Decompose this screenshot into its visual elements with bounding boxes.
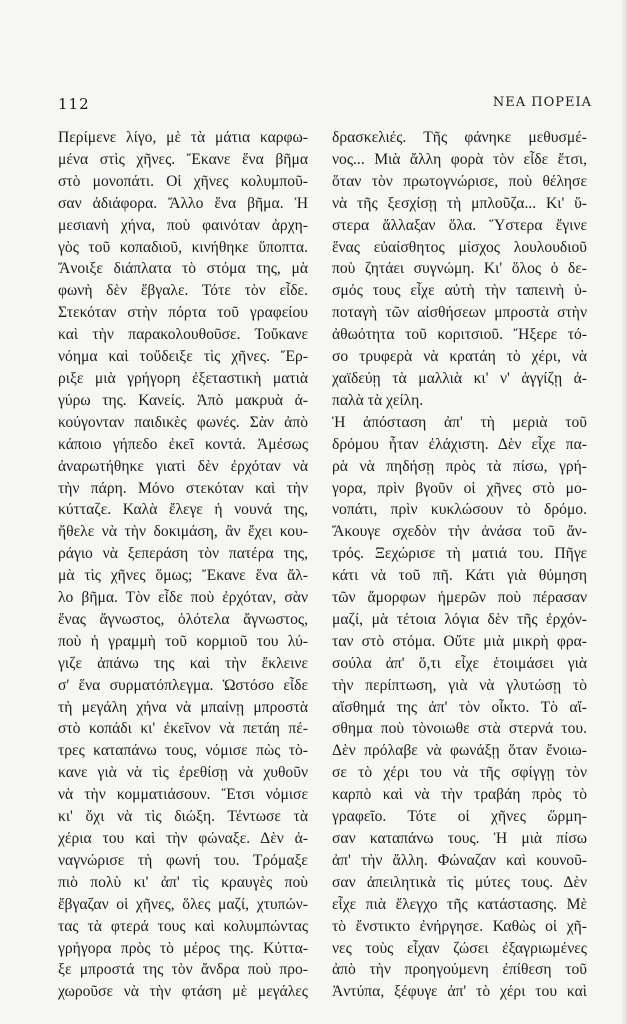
text-line: τὴ μεγάλη χήνα νὰ μπαίνῃ μπροστὰ [58, 698, 308, 716]
text-line: Περίμενε λίγο, μὲ τὰ μάτια καρφω- [58, 129, 308, 146]
page-header [58, 95, 592, 117]
text-line: φωνὴ δὲν ἔβγαλε. Τότε τὸν εἶδε. [58, 282, 308, 300]
text-line: νόημα καὶ τοὔδειξε τὶς χῆνες. Ἔρ- [58, 348, 308, 366]
text-line: εἶχε πιὰ ἔλεγχο τῆς κατάστασης. Μὲ [332, 895, 587, 913]
text-line: κάτι νὰ τοῦ πῆ. Κάτι γιὰ θύμηση [332, 567, 587, 585]
text-line: στερα ἄλλαξαν ὅλα. Ὕστερα ἔγινε [332, 216, 587, 234]
text-line: σαν ἀδιάφορα. Ἄλλο ἕνα βῆμα. Ἡ [58, 194, 308, 212]
text-line: κι' ὄχι νὰ τὶς διώξη. Τέντωσε τὰ [58, 808, 308, 826]
text-line: τρός. Ξεχώρισε τὴ ματιά του. Πῆγε [332, 545, 587, 563]
text-line: νος... Μιὰ ἄλλη φορὰ τὸν εἶδε ἔτσι, [332, 150, 587, 168]
text-line: ράγιο νὰ ξεπεράση τὸν πατέρα της, [58, 545, 308, 563]
text-line: ταν στὸ στόμα. Οὔτε μιὰ μικρὴ φρα- [332, 632, 587, 650]
text-line: τὸ ἔνστικτο ἐνήργησε. Καθὼς οἱ χῆ- [332, 917, 587, 935]
text-line: ἕνας ἄγνωστος, ὁλότελα ἄγνωστος, [58, 610, 308, 628]
right-text-column [332, 127, 587, 1003]
text-line: ναγνώρισε τὴ φωνή του. Τρόμαξε [58, 851, 308, 869]
text-line: ποὺ ζητάει συγνώμη. Κι' ὅλος ὁ δε- [332, 260, 587, 278]
text-line: σο τρυφερὰ νὰ κρατάη τὸ χέρι, νὰ [332, 348, 587, 366]
text-line: σαν ἀπειλητικὰ τὶς μύτες τους. Δὲν [332, 873, 587, 891]
text-line: δρασκελιές. Τῆς φάνηκε μεθυσμέ- [332, 129, 587, 146]
text-line: ἀπ' τὴν ἄλλη. Φώναζαν καὶ κουνοῦ- [332, 851, 587, 869]
text-line: γραφεῖο. Τότε οἱ χῆνες ὥρμη- [332, 808, 587, 826]
text-line: ἔβγαζαν οἱ χῆνες, ὅλες μαζί, χτυπών- [58, 895, 308, 913]
text-line: νὰ τὴν κομματιάσουν. Ἔτσι νόμισε [58, 786, 308, 804]
text-line: νὰ τῆς ξεσχίσῃ τὴ μπλοῦζα... Κι' ὕ- [332, 194, 587, 212]
text-line: γύρω της. Κανείς. Ἀπὸ μακρυὰ ἀ- [58, 391, 308, 409]
text-line: ριξε μιὰ γρήγορη ἐξεταστικὴ ματιὰ [58, 369, 308, 387]
text-line: τὴν πάρη. Μόνο στεκόταν καὶ τὴν [58, 479, 308, 497]
text-line: κύτταζε. Καλὰ ἔλεγε ἡ νουνά της, [58, 501, 308, 519]
text-line: μένα στὶς χῆνες. Ἔκανε ἕνα βῆμα [58, 150, 308, 168]
text-line: γορα, πρὶν βγοῦν οἱ χῆνες στὸ μο- [332, 479, 587, 497]
text-line: στὸ κοπάδι κι' ἐκεῖνον νὰ πετάη πέ- [58, 720, 308, 738]
text-line: ἀναρωτήθηκε γιατὶ δὲν ἐρχόταν νὰ [58, 457, 308, 475]
text-line: Ἄκουγε σχεδὸν τὴν ἀνάσα τοῦ ἄν- [332, 523, 587, 541]
page-edge-shadow [621, 0, 627, 1024]
text-line: τας τὰ φτερά τους καὶ κολυμπώντας [58, 917, 308, 935]
text-line: ποταγὴ τῶν αἰσθήσεων μπροστὰ στὴν [332, 304, 587, 322]
text-line: καρπὸ καὶ νὰ τὴν τραβάη πρὸς τὸ [332, 786, 587, 804]
text-line: τρες καταπάνω τους, νόμισε πὼς τὸ- [58, 742, 308, 760]
text-line: χαϊδεύῃ τὰ μαλλιὰ κι' ν' ἀγγίζῃ ἀ- [332, 369, 587, 387]
text-line: γιζε ἀπάνω της καὶ τὴν ἔκλεινε [58, 654, 308, 672]
text-line: νοπάτι, πρὶν κυκλώσουν τὸ δρόμο. [332, 501, 587, 519]
text-line: μεσιανὴ χήνα, ποὺ φαινόταν ἀρχη- [58, 216, 308, 234]
text-line: πιὸ πολὺ κι' ἀπ' τὶς κραυγὲς ποὺ [58, 873, 308, 891]
text-line: Ἄνοιξε διάπλατα τὸ στόμα της, μὰ [58, 260, 308, 278]
text-line: σαν καταπάνω τους. Ἡ μιὰ πίσω [332, 830, 587, 847]
text-line: ἀπὸ τὴν προηγούμενη ἐπίθεση τοῦ [332, 961, 587, 979]
text-line: καὶ τὴν παρακολουθοῦσε. Τοὔκανε [58, 326, 308, 344]
text-line: σθημα ποὺ τὸνοιωθε στὰ στερνά του. [332, 720, 587, 738]
text-line: κούγονταν παιδικὲς φωνές. Σὰν ἀπὸ [58, 413, 308, 431]
text-line: σμός τους εἶχε αὐτὴ τὴν ταπεινὴ ὑ- [332, 282, 587, 300]
text-line: ὅταν τὸν πρωτογνώρισε, ποὺ θέλησε [332, 172, 587, 190]
text-line: παλὰ τὰ χείλη. [332, 391, 424, 409]
text-line: Δὲν πρόλαβε νὰ φωνάξῃ ὅταν ἔνοιω- [332, 742, 587, 760]
text-line: τῶν ἄμορφων ἡμερῶν ποὺ πέρασαν [332, 589, 587, 607]
text-line: δρόμου ἦταν ἐλάχιστη. Δὲν εἶχε πα- [332, 435, 587, 453]
text-line: ἤθελε νὰ τὴν δοκιμάση, ἂν ἔχει κου- [58, 523, 308, 541]
text-line: γρήγορα πρὸς τὸ μέρος της. Κύττα- [58, 939, 308, 957]
text-line: λο βῆμα. Τὸν εἶδε ποὺ ἐρχόταν, σὰν [58, 589, 308, 607]
text-line: σε τὸ χέρι του νὰ τῆς σφίγγῃ τὸν [332, 764, 587, 782]
text-line: τὴν περίπτωση, γιὰ νὰ γλυτώσῃ τὸ [332, 676, 587, 694]
text-line: κανε γιὰ νὰ τὶς ἐρεθίσῃ νὰ χυθοῦν [58, 764, 308, 782]
text-line: Ἡ ἀπόσταση ἀπ' τὴ μεριὰ τοῦ [332, 413, 587, 431]
text-line: ξε μπροστά της τὸν ἄνδρα ποὺ προ- [58, 961, 308, 979]
text-line: χέρια του καὶ τὴν φώναξε. Δὲν ἀ- [58, 830, 308, 847]
text-line: ποὺ ἡ γραμμὴ τοῦ κορμιοῦ του λύ- [58, 632, 308, 650]
text-line: Ἀντύπα, ξέφυγε ἀπ' τὸ χέρι του καὶ [332, 983, 587, 1001]
text-line: γὸς τοῦ κοπαδιοῦ, κινήθηκε ὕποπτα. [58, 238, 308, 256]
text-line: στὸ μονοπάτι. Οἱ χῆνες κολυμποῦ- [58, 172, 308, 190]
text-line: ἀθωότητα τοῦ κοριτσιοῦ. Ἤξερε τό- [332, 326, 587, 344]
text-line: αἴσθημά της ἀπ' τὸν οἶκτο. Τὸ αἴ- [332, 698, 587, 716]
text-line: μὰ τὶς χῆνες ὅμως; Ἔκανε ἕνα ἄλ- [58, 567, 308, 585]
page-number: 112 [58, 95, 90, 113]
text-line: νες τοὺς εἶχαν ζώσει ἐξαγριωμένες [332, 939, 587, 957]
running-title: ΝΕΑ ΠΟΡΕΙΑ [492, 95, 592, 110]
text-line: κάποιο γήπεδο ἐκεῖ κοντά. Ἀμέσως [58, 435, 308, 453]
left-text-column [58, 127, 308, 1003]
text-line: σούλα ἀπ' ὅ,τι εἶχε ἑτοιμάσει γιὰ [332, 654, 587, 672]
text-line: χωροῦσε νὰ τὴν φτάση μὲ μεγάλες [58, 983, 308, 1001]
text-line: Στεκόταν στὴν πόρτα τοῦ γραφείου [58, 304, 308, 322]
text-line: σ' ἕνα συρματόπλεγμα. Ὡστόσο εἶδε [58, 676, 308, 694]
text-line: μαζί, μὰ τέτοια λόγια δὲν τῆς ἐρχόν- [332, 610, 587, 628]
text-line: ρὰ νὰ πηδήσῃ πρὸς τὰ πίσω, γρή- [332, 457, 587, 475]
text-line: ἕνας εὐαίσθητος μίσχος λουλουδιοῦ [332, 238, 587, 256]
